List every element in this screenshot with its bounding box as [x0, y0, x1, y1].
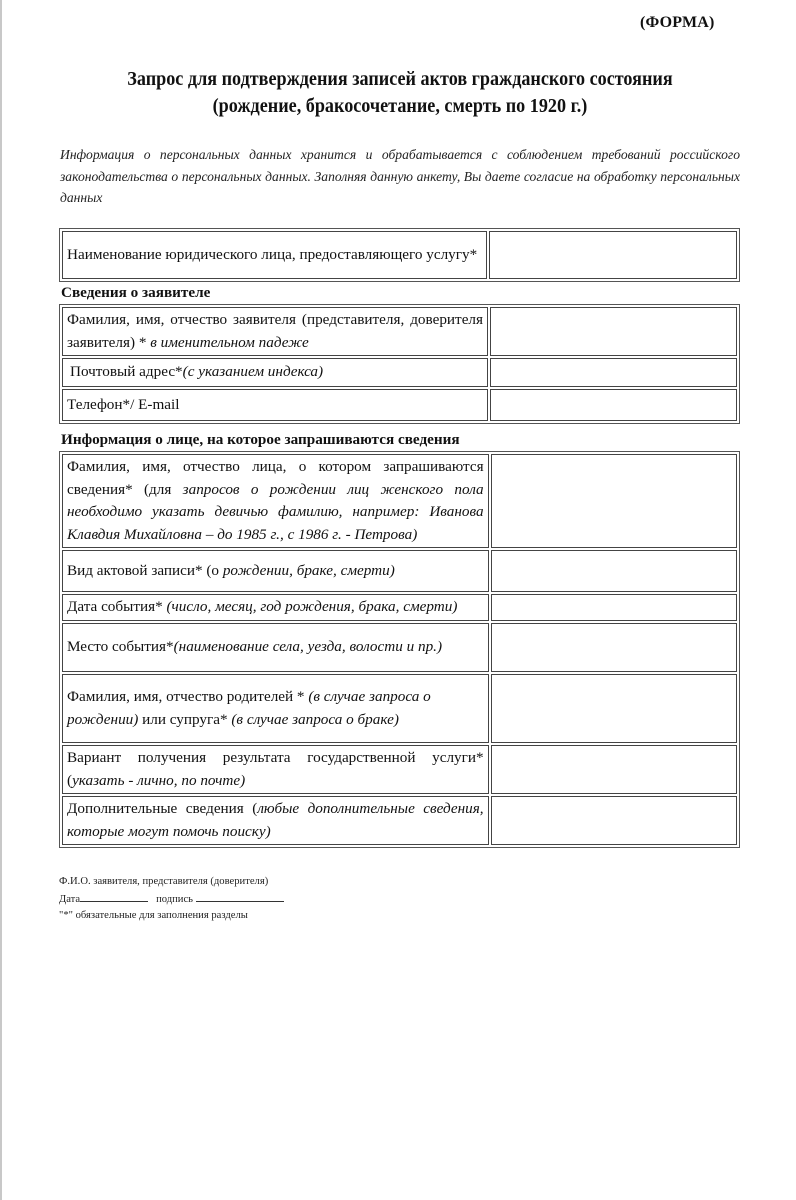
applicant-contact-field[interactable] — [490, 389, 737, 421]
event-place-input[interactable] — [496, 639, 732, 656]
applicant-contact-input[interactable] — [495, 397, 732, 414]
table-row — [62, 796, 737, 845]
provider-table — [59, 228, 740, 282]
privacy-notice: Информация о персональных данных хранится и обрабатывается с соблюдением требований российского законодательства о персональных данных. Заполняя данную анкету, Вы даете согласие на обработку персональных данных — [60, 147, 740, 205]
additional-info-label: Дополнительные сведения (любые дополнительные сведения, которые могут помочь поиску) — [62, 796, 489, 845]
delivery-method-label: Вариант получения результата государственной услуги* (указать - лично, по почте) — [62, 745, 489, 794]
applicant-address-field[interactable] — [490, 358, 737, 387]
subject-section-heading: Информация о лице, на которое запрашиваются сведения — [61, 431, 460, 448]
event-date-input[interactable] — [496, 599, 732, 616]
applicant-address-label: Почтовый адрес*(с указанием индекса) — [62, 358, 488, 387]
table-row — [62, 674, 737, 743]
applicant-address-input[interactable] — [495, 364, 732, 381]
event-place-label: Место события*(наименование села, уезда, волости и пр.) — [62, 623, 489, 672]
delivery-method-field[interactable] — [491, 745, 737, 794]
event-place-field[interactable] — [491, 623, 737, 672]
table-row — [62, 307, 737, 356]
form-label: (ФОРМА) — [640, 14, 715, 31]
subject-fullname-input[interactable] — [496, 493, 732, 510]
subject-fullname-label: Фамилия, имя, отчество лица, о котором запрашиваются сведения* (для запросов о рождении лиц женского пола необходимо указать девичью фамилию, например: Иванова Клавдия Михайловна – до 1985 г., с 1986 г. - Петрова) — [62, 454, 489, 548]
applicant-fullname-label: Фамилия, имя, отчество заявителя (представителя, доверителя заявителя) * в именительном падеже — [62, 307, 488, 356]
event-date-label: Дата события* (число, месяц, год рождения, брака, смерти) — [62, 594, 489, 621]
required-note: "*" обязательные для заполнения разделы — [59, 910, 248, 921]
table-row — [62, 358, 737, 387]
applicant-contact-label: Телефон*/ E-mail — [62, 389, 488, 421]
record-type-field[interactable] — [491, 550, 737, 592]
title-line-2: (рождение, бракосочетание, смерть по 1920 г.) — [212, 96, 588, 117]
table-row — [62, 389, 737, 421]
provider-name-field[interactable] — [489, 231, 737, 279]
provider-name-label: Наименование юридического лица, предоставляющего услугу* — [62, 231, 487, 279]
title-line-1: Запрос для подтверждения записей актов гражданского состояния — [127, 69, 673, 90]
applicant-table — [59, 304, 740, 424]
applicant-fullname-input[interactable] — [495, 323, 732, 340]
parents-spouse-label: Фамилия, имя, отчество родителей * (в случае запроса о рождении) или супруга* (в случае запроса о браке) — [62, 674, 489, 743]
table-row — [62, 231, 737, 279]
signature-label: подпись — [156, 894, 194, 905]
date-signature-line — [59, 890, 284, 908]
delivery-method-input[interactable] — [496, 761, 732, 778]
provider-name-input[interactable] — [494, 247, 732, 264]
applicant-fullname-field[interactable] — [490, 307, 737, 356]
table-row — [62, 454, 737, 548]
table-row — [62, 550, 737, 592]
subject-fullname-field[interactable] — [491, 454, 737, 548]
subject-table — [59, 451, 740, 848]
date-blank[interactable] — [80, 890, 148, 902]
parents-spouse-field[interactable] — [491, 674, 737, 743]
applicant-section-heading: Сведения о заявителе — [61, 284, 211, 301]
signer-label: Ф.И.О. заявителя, представителя (доверителя) — [59, 876, 269, 887]
signature-blank[interactable] — [196, 890, 284, 902]
event-date-field[interactable] — [491, 594, 737, 621]
date-label: Дата — [59, 894, 81, 905]
additional-info-field[interactable] — [491, 796, 737, 845]
additional-info-input[interactable] — [496, 812, 732, 829]
table-row — [62, 623, 737, 672]
page-title — [30, 66, 770, 120]
parents-spouse-input[interactable] — [496, 700, 732, 717]
record-type-input[interactable] — [496, 563, 732, 580]
signature-block — [59, 874, 284, 924]
record-type-label: Вид актовой записи* (о рождении, браке, смерти) — [62, 550, 489, 592]
table-row — [62, 594, 737, 621]
table-row — [62, 745, 737, 794]
